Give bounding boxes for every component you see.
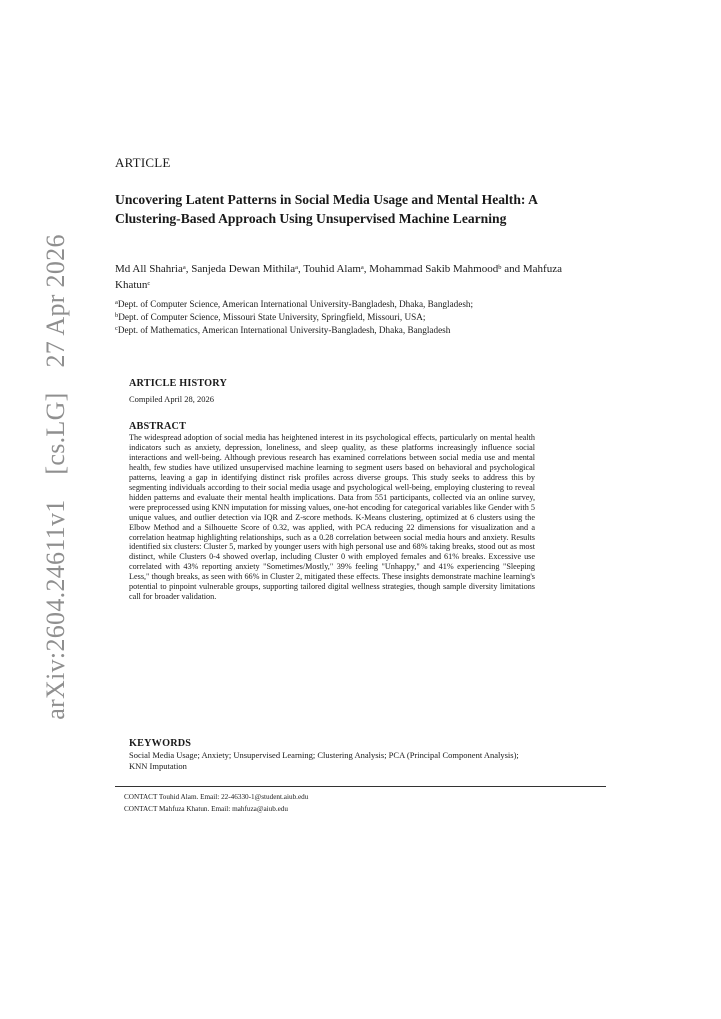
author-affiliation-mark: b [498, 264, 502, 271]
author-name: Mahfuza Khatun [115, 263, 562, 291]
paper-title: Uncovering Latent Patterns in Social Media Usage and Mental Health: A Clustering-Based Approach Using Unsupervised Machine Learning [115, 192, 538, 226]
author-affiliation-mark: c [147, 279, 151, 287]
author-name: Mohammad Sakib Mahmood [369, 263, 499, 275]
arxiv-id: arXiv:2604.24611v1 [41, 499, 70, 720]
arxiv-date: 27 Apr 2026 [41, 234, 70, 368]
author-list: Md All Shahria$^a$, Sanjeda Dewan Mithila$^a$, Touhid Alam$^a$, Mohammad Sakib Mahmood$^b$ and Mahfuza Khatun$^c$ [115, 263, 562, 291]
author-name: Touhid Alam [303, 263, 361, 275]
affiliation-item [115, 298, 605, 311]
affiliation-text: Dept. of Computer Science, American International University-Bangladesh, Dhaka, Bangladesh; [117, 299, 474, 309]
author-affiliation-mark: a [182, 264, 186, 271]
article-type-label: ARTICLE [115, 155, 171, 170]
author-affiliation-mark: a [295, 264, 298, 271]
keywords-heading: KEYWORDS [129, 738, 192, 749]
affiliation-mark: c [115, 325, 118, 332]
arxiv-category: [cs.LG] [41, 392, 70, 475]
contact-footnote: CONTACT Touhid Alam. Email: 22-46330-1@student.aiub.edu [124, 793, 309, 801]
footnote-divider [115, 786, 606, 787]
contact-footnote: CONTACT Mahfuza Khatun. Email: mahfuza@aiub.edu [124, 805, 288, 813]
affiliation-text: Dept. of Computer Science, Missouri State University, Springfield, Missouri, USA; [118, 312, 426, 322]
abstract-heading: ABSTRACT [129, 421, 187, 432]
affiliation-text: Dept. of Mathematics, American International University-Bangladesh, Dhaka, Bangladesh [117, 325, 451, 335]
affiliation-item [115, 311, 605, 324]
compiled-date: Compiled April 28, 2026 [129, 394, 214, 404]
author-affiliation-mark: a [360, 264, 364, 271]
keywords-body: Social Media Usage; Anxiety; Unsupervised Learning; Clustering Analysis; PCA (Principal Component Analysis); KNN Imputation [129, 750, 519, 771]
article-history-heading: ARTICLE HISTORY [129, 378, 228, 389]
affiliation-item [115, 324, 605, 337]
affiliation-mark: b [115, 312, 119, 319]
affiliation-mark: a [115, 299, 118, 306]
author-name: Sanjeda Dewan Mithila [191, 263, 296, 275]
affiliation-list [115, 298, 605, 337]
abstract-body: The widespread adoption of social media has heightened interest in its psychological effects, particularly on mental health indicators such as anxiety, depression, loneliness, and sleep quality, as these platforms increasingly influence social interactions and well-being. Although previous research has examined correlations between social media use and mental health, few studies have utilized unsupervised machine learning to segment users based on behavioral and psychological patterns, leaving a gap in identifying distinct risk profiles across diverse groups. This study seeks to address this by segmenting individuals according to their social media usage and psychological well-being, employing clustering to reveal hidden patterns and evaluate their mental health implications. Data from 551 participants, collected via an online survey, were preprocessed using KNN imputation for missing values, one-hot encoding for categorical variables like Gender with 5 unique values, and outlier detection via IQR and Z-score methods. K-Means clustering, optimized at 6 clusters using the Elbow Method and a Silhouette Score of 0.32, was applied, with PCA reducing 22 dimensions for visualization and a correlation heatmap highlighting relationships, such as a 0.28 correlation between social media hours and anxiety. Results identified six clusters: Cluster 5, marked by younger users with high personal use and 68% taking breaks, stood out as most distinct, while Clusters 0-4 showed overlap, including Cluster 0 with employed females and 61% breaks. Excessive use correlated with 43% reporting anxiety "Sometimes/Mostly," 39% feeling "Unhappy," and 41% experiencing "Sleeping Less," though breaks, as seen with 66% in Cluster 2, mitigated these effects. These insights demonstrate machine learning's potential to pinpoint vulnerable groups, supporting tailored digital wellness strategies, though sample diversity limitations call for broader validation. [129, 433, 535, 602]
author-name: Md All Shahria [115, 263, 183, 275]
arxiv-identifier-stamp [41, 216, 71, 720]
